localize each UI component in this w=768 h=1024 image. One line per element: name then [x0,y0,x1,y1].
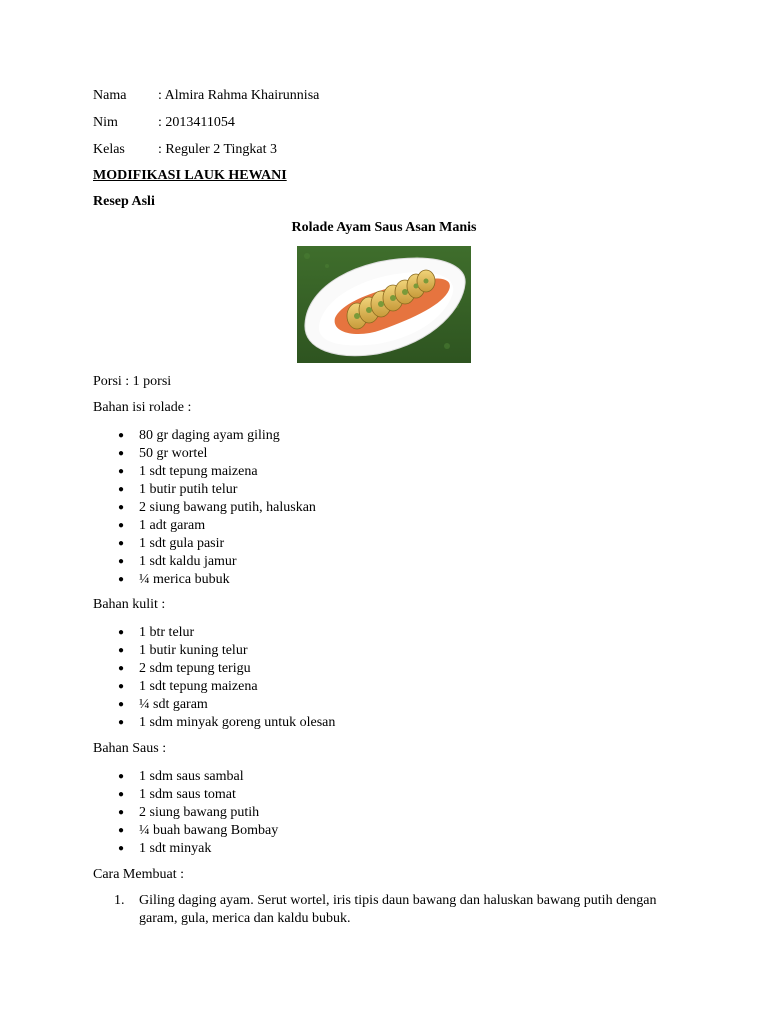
subheading: Resep Asli [93,194,155,209]
skin-title: Bahan kulit : [93,597,166,612]
step-text: Giling daging ayam. Serut wortel, iris tipis daun bawang dan haluskan bawang putih dengan garam, gula, merica dan kaldu bubuk. [139,893,657,926]
list-item-text: 2 siung bawang putih [139,805,260,820]
bullet-icon: ● [117,627,125,638]
bullet-icon: ● [117,843,125,854]
bullet-icon: ● [117,520,125,531]
bullet-icon: ● [117,466,125,477]
recipe-title: Rolade Ayam Saus Asan Manis [291,220,477,235]
bullet-icon: ● [117,681,125,692]
list-item-text: 1 sdt tepung maizena [139,464,258,479]
list-item-text: 80 gr daging ayam giling [139,428,280,443]
bullet-icon: ● [117,825,125,836]
method-title: Cara Membuat : [93,867,184,882]
list-item-text: 1 sdm saus tomat [139,787,236,802]
kelas-value: : Reguler 2 Tingkat 3 [158,142,278,157]
bullet-icon: ● [117,789,125,800]
bullet-icon: ● [117,771,125,782]
list-item-text: 50 gr wortel [139,446,208,461]
bullet-icon: ● [117,663,125,674]
bullet-icon: ● [117,502,125,513]
bullet-icon: ● [117,538,125,549]
bullet-icon: ● [117,717,125,728]
bullet-icon: ● [117,556,125,567]
list-item-text: 1 butir kuning telur [139,643,248,658]
list-item-text: 2 siung bawang putih, haluskan [139,500,316,515]
list-item-text: 1 sdm minyak goreng untuk olesan [139,715,336,730]
bullet-icon: ● [117,645,125,656]
bullet-icon: ● [117,699,125,710]
list-item-text: ¼ merica bubuk [139,572,230,587]
page-heading: MODIFIKASI LAUK HEWANI [93,168,287,183]
filling-title: Bahan isi rolade : [93,400,192,415]
name-value: : Almira Rahma Khairunnisa [158,88,320,103]
list-item-text: 2 sdm tepung terigu [139,661,251,676]
list-item-text: 1 sdt gula pasir [139,536,225,551]
name-label: Nama [93,88,127,103]
bullet-icon: ● [117,484,125,495]
list-item-text: 1 butir putih telur [139,482,238,497]
bullet-icon: ● [117,574,125,585]
list-item-text: 1 adt garam [139,518,206,533]
bullet-icon: ● [117,448,125,459]
bullet-icon: ● [117,807,125,818]
list-item-text: 1 sdt minyak [139,841,212,856]
nim-value: : 2013411054 [158,115,235,130]
list-item-text: 1 sdt tepung maizena [139,679,258,694]
food-photo-icon [297,246,471,363]
kelas-label: Kelas [93,142,125,157]
bullet-icon: ● [117,430,125,441]
list-item-text: ¼ buah bawang Bombay [139,823,279,838]
porsi-text: Porsi : 1 porsi [93,374,172,389]
list-item-text: 1 sdm saus sambal [139,769,244,784]
sauce-title: Bahan Saus : [93,741,167,756]
list-item-text: ¼ sdt garam [139,697,208,712]
nim-label: Nim [93,115,118,130]
list-item-text: 1 sdt kaldu jamur [139,554,237,569]
step-number: 1. [114,893,125,908]
list-item-text: 1 btr telur [139,625,195,640]
